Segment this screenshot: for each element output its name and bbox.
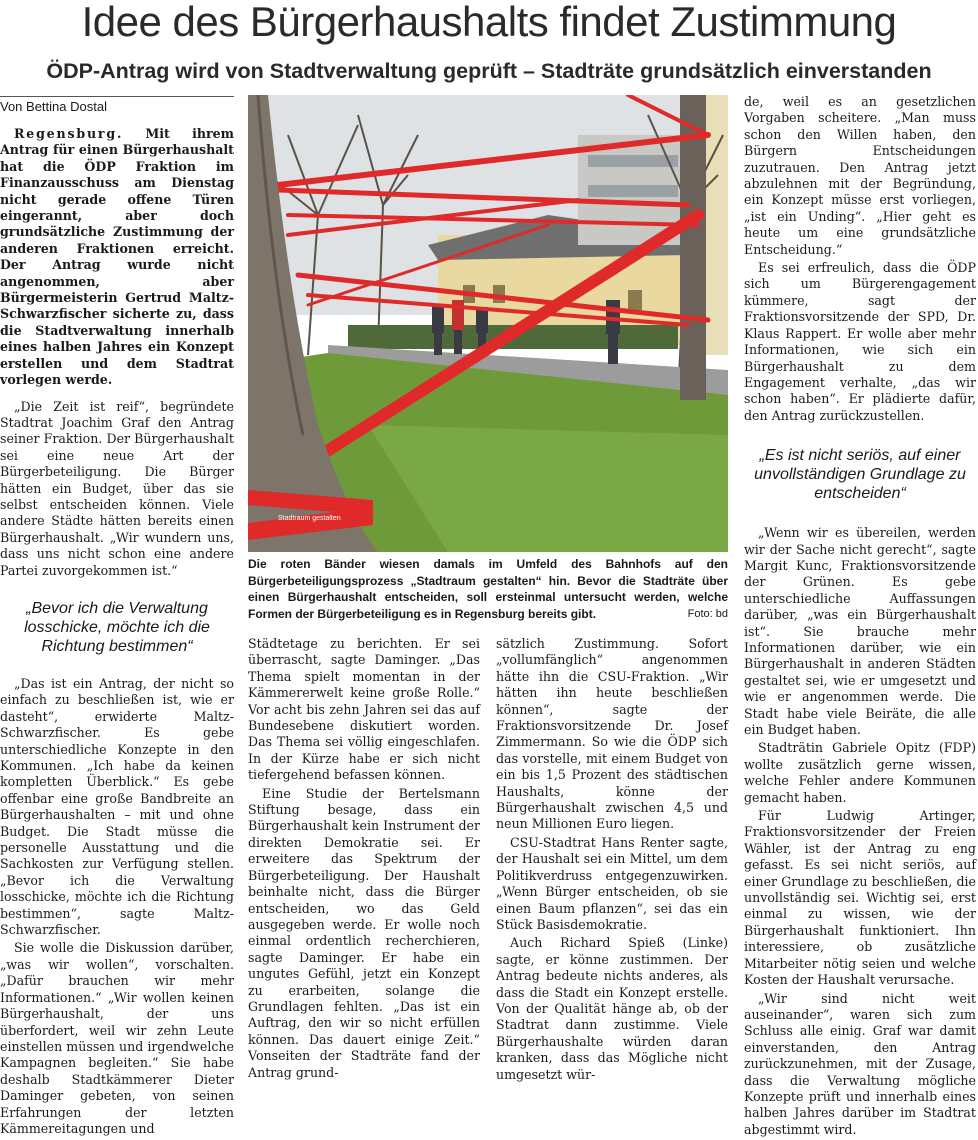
article-photo xyxy=(248,95,728,552)
pull-quote: „Es ist nicht seriös, auf einer unvollständigen Grundlage zu entscheiden“ xyxy=(754,447,966,503)
column-3 xyxy=(496,636,728,1085)
paragraph: „Die Zeit ist reif“, begründete Stadtrat Joachim Graf den Antrag seiner Fraktion. Der Bürgerhaushalt sei eine neue Art der Bürgerbeteiligung. Die Bürger hätten ein Budget, über das sie selbst entscheiden können. Viele andere Städte hätten bereits einen Bürgerhaushalt. „Wir wundern uns, dass uns nicht schon eine andere Partei zuvorgekommen ist.“ xyxy=(0,398,234,578)
paragraph: „Das ist ein Antrag, der nicht so einfach zu beschließen ist, wie er dasteht“, erwiderte Maltz-Schwarzfischer. Es gebe unterschiedliche Konzepte in den Kommunen. „Ich habe da keinen kompletten Überblick.“ Es gebe offenbar eine große Bandbreite an Bürgerhaushalten – mit und ohne Budget. Die Stadt müsse die personelle Ausstattung und die Sachkosten zur Verfügung stellen. „Bevor ich die Verwaltung losschicke, möchte ich die Richtung bestimmen“, sagte Maltz-Schwarzfischer. xyxy=(0,675,234,938)
caption-text: Die roten Bänder wiesen damals im Umfeld des Bahnhofs auf den Bürgerbeteiligungsprozess „Stadtraum gestalten“ hin. Bevor die Stadträte über einen Bürgerhaushalt entscheiden, soll ersteinmal untersucht werden, welche Formen der Bürgerbeteiligung es in Regensburg bereits gibt. xyxy=(248,557,728,621)
paragraph: Auch Richard Spieß (Linke) sagte, er könne zustimmen. Der Antrag bedeute nichts anderes, als dass die Stadt ein Konzept erstelle. Von der Qualität hänge ab, ob der Stadtrat dann zustimme. Viele Bürgerhaushalte würden daran kranken, dass das Mögliche nicht umgesetzt wür- xyxy=(496,935,728,1082)
paragraph: Städtetage zu berichten. Er sei überrascht, sagte Daminger. „Das Thema spielt momentan in der Kämmererwelt keine große Rolle.“ Vor acht bis zehn Jahren sei das auf Bundesebene diskutiert worden. Das Thema sei völlig eingeschlafen. In der Kürze habe er sich nicht tiefergehend befassen können. xyxy=(248,636,480,783)
paragraph: Es sei erfreulich, dass die ÖDP sich um Bürgerengagement kümmere, sagt der Fraktionsvorsitzende der SPD, Dr. Klaus Rappert. Er wolle aber mehr Informationen, wie sich ein Bürgerhaushalt zu dem Engagement verhalte, „das wir schon haben“. Er plädierte dafür, den Antrag zurückzustellen. xyxy=(744,260,976,423)
paragraph: Für Ludwig Artinger, Fraktionsvorsitzender der Freien Wähler, ist der Antrag zu eng gefasst. Es sei nicht seriös, auf einer Grundlage zu beschließen, die unvollständig sei. Wichtig sei, erst einmal zu wissen, wie der Bürgerhaushalt funktioniert. Ihn interessiere, ob zusätzliche Mitarbeiter nötig seien und welche Kosten der Haushalt verursache. xyxy=(744,808,976,988)
paragraph: sätzlich Zustimmung. Sofort „vollumfänglich“ angenommen hätte ihn die CSU-Fraktion. „Wir hätten ihn heute beschließen können“, sagte der Fraktionsvorsitzende Dr. Josef Zimmermann. So wie die ÖDP sich das vorstelle, mit einem Budget von ein bis 1,5 Prozent des städtischen Haushalts, könne der Bürgerhaushalt zwischen 4,5 und neun Millionen Euro liegen. xyxy=(496,636,728,832)
headline: Idee des Bürgerhaushalts findet Zustimmung xyxy=(81,0,897,45)
paragraph: „Wir sind nicht weit auseinander“, waren sich zum Schluss alle einig. Graf war damit einverstanden, den Antrag zurückzunehmen, mit der Zusage, dass die Verwaltung mögliche Konzepte prüft und innerhalb eines halben Jahres darüber im Stadtrat abgestimmt wird. xyxy=(744,990,976,1137)
subheadline: ÖDP-Antrag wird von Stadtverwaltung geprüft – Stadträte grundsätzlich einverstanden xyxy=(46,59,932,83)
paragraph: Sie wolle die Diskussion darüber, „was wir wollen“, vorschalten. „Dafür brauchen wir mehr Informationen.“ „Wir wollen keinen Bürgerhaushalt, der uns überfordert, weil wir zehn Leute einstellen müssen und irgendwelche Kampagnen begleiten.“ Sie habe deshalb Stadtkämmerer Dieter Daminger gebeten, von seinen Erfahrungen der letzten Kämmereitagungen und xyxy=(0,940,234,1136)
photo-credit: Foto: bd xyxy=(687,607,728,620)
pull-quote: „Bevor ich die Verwaltung losschicke, möchte ich die Richtung bestimmen“ xyxy=(24,599,210,655)
lead-text: Mit ihrem Antrag für einen Bürgerhaushalt hat die ÖDP Fraktion im Finanzausschuss am Dienstag nicht gerade offene Türen eingerannt, aber doch grundsätzliche Zustimmung der anderen Fraktionen erreicht. Der Antrag wurde nicht angenommen, aber Bürgermeisterin Gertrud Maltz-Schwarzfischer sicherte zu, dass die Stadtverwaltung innerhalb eines halben Jahres ein Konzept erstellen und dem Stadtrat vorlegen werde. xyxy=(0,126,234,388)
byline: Von Bettina Dostal xyxy=(0,99,107,114)
column-4 xyxy=(744,94,976,1140)
paragraph: de, weil es an gesetzlichen Vorgaben scheitere. „Man muss schon den Willen haben, den Bürgern Entscheidungen zuzutrauen. Den Antrag jetzt abzulehnen mit der Begründung, ein Konzept müsse erst vorliegen, „ist ein Unding“. „Hier geht es heute um eine grundsätzliche Entscheidung.“ xyxy=(744,94,976,257)
lead-city: Regensburg. xyxy=(14,126,124,141)
paragraph: „Wenn wir es übereilen, werden wir der Sache nicht gerecht“, sagte Margit Kunc, Fraktionsvorsitzende der Grünen. Es gebe unterschiedliche Auffassungen darüber, „was ein Bürgerhaushalt ist“. Sie brauche mehr Informationen darüber, wie ein Bürgerhaushalt in anderen Städten gestaltet sei, wie er umgesetzt und wie er angenommen werde. Die Stadt habe viele Beiräte, die alle ein Budget haben. xyxy=(744,525,976,737)
photo-caption xyxy=(248,556,728,622)
paragraph: Eine Studie der Bertelsmann Stiftung besage, dass ein Bürgerhaushalt kein Instrument der direkten Demokratie sei. Er erweitere das Spektrum der Bürgerbeteiligung. Der Haushalt beinhalte nicht, dass die Bürger entscheiden, wo das Geld ausgegeben werde. Er wolle noch einmal ordentlich recherchieren, sagte Daminger. Er habe ein ungutes Gefühl, jetzt ein Konzept zu erarbeiten, solange die Grundlagen fehlten. „Das ist ein Auftrag, den wir so nicht erfüllen können. Das dauert einige Zeit.“ Vonseiten der Stadträte fand der Antrag grund- xyxy=(248,785,480,1080)
tape-text: Stadtraum gestalten xyxy=(278,515,341,522)
column-2 xyxy=(248,636,480,1083)
paragraph: CSU-Stadtrat Hans Renter sagte, der Haushalt sei ein Mittel, um dem Politikverdruss entgegenzuwirken. „Wenn Bürger entscheiden, ob sie einen Baum pflanzen“, sei das ein Stück Basisdemokratie. xyxy=(496,834,728,932)
paragraph: Stadträtin Gabriele Opitz (FDP) wollte zusätzlich gerne wissen, welche Fehler andere Kommunen gemacht haben. xyxy=(744,740,976,805)
byline-rule xyxy=(0,96,234,97)
column-1 xyxy=(0,126,234,1139)
lead-paragraph xyxy=(0,126,234,389)
